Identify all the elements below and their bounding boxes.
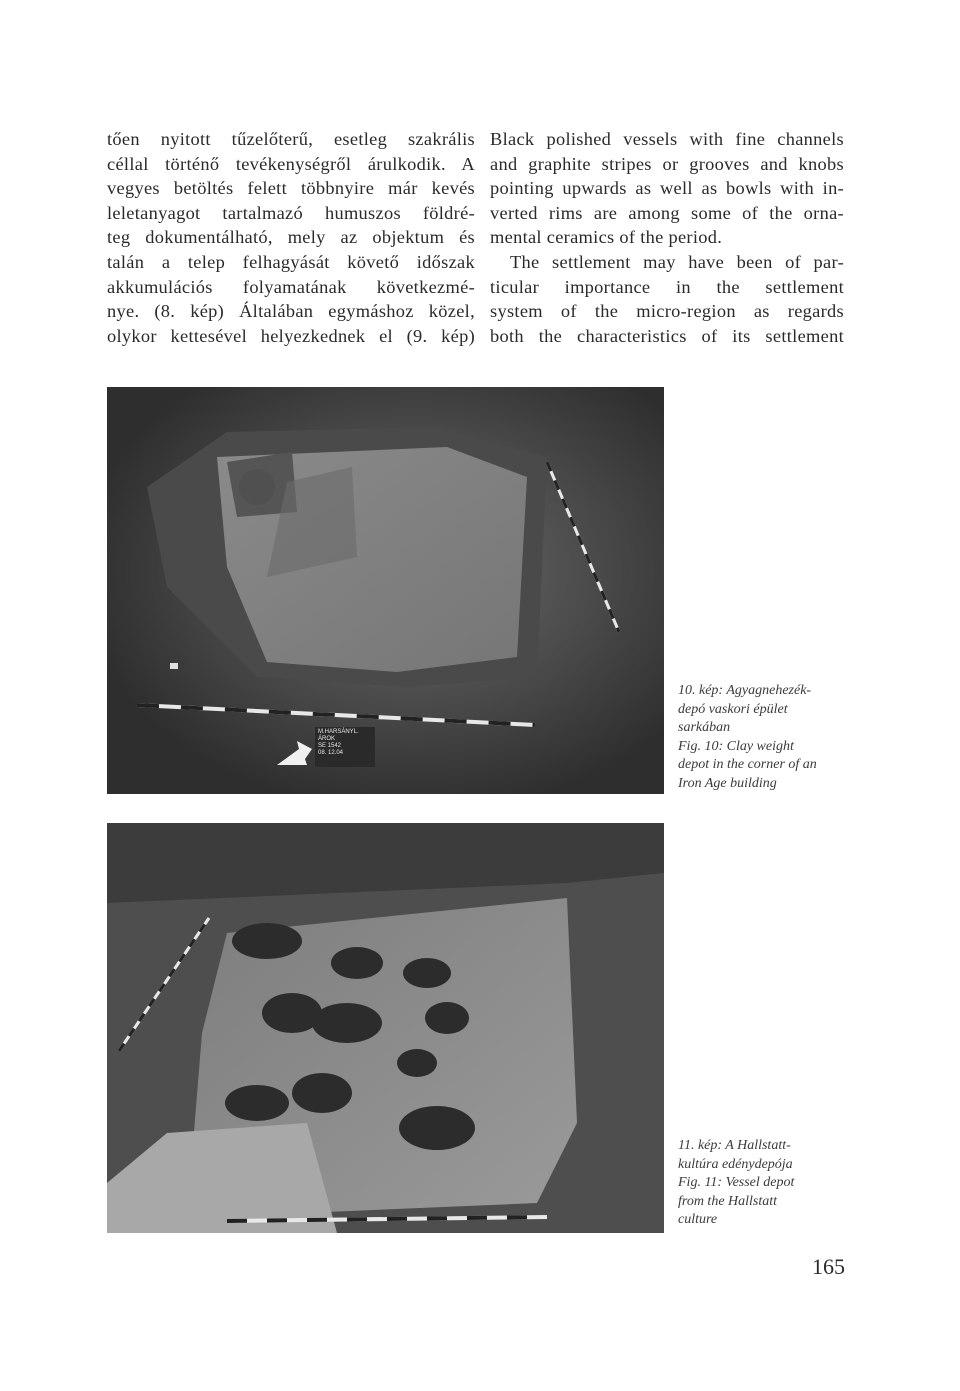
text-line: ticular importance in the settlement bbox=[490, 276, 844, 297]
text-line: and graphite stripes or grooves and knobs bbox=[490, 153, 844, 174]
figure-11-caption bbox=[678, 1137, 828, 1230]
text-line: verted rims are among some of the orna- bbox=[490, 202, 844, 223]
caption-line: Fig. 10: Clay weight bbox=[678, 738, 794, 754]
caption-line: depó vaskori épület bbox=[678, 701, 788, 717]
text-line: Black polished vessels with fine channels bbox=[490, 129, 844, 149]
text-line: olykor kettesével helyezkednek el (9. kép) bbox=[107, 325, 475, 346]
caption-line: depot in the corner of an bbox=[678, 757, 817, 772]
caption-line: 11. kép: A Hallstatt- bbox=[678, 1138, 791, 1153]
photo-label-line: 08. 12.04 bbox=[318, 750, 344, 756]
figure-11-photo bbox=[107, 823, 664, 1233]
text-line: teg dokumentálható, mely az objektum és bbox=[107, 227, 475, 248]
text-line: céllal történő tevékenységről árulkodik. A bbox=[107, 153, 475, 174]
left-text-column bbox=[107, 127, 475, 348]
text-line: leletanyagot tartalmazó humuszos földré- bbox=[107, 202, 475, 223]
text-line: both the characteristics of its settlement bbox=[490, 325, 844, 346]
caption-line: 10. kép: Agyagnehezék- bbox=[678, 683, 812, 698]
text-line: The settlement may have been of par- bbox=[510, 251, 844, 272]
caption-line: culture bbox=[678, 1212, 718, 1227]
caption-line: from the Hallstatt bbox=[678, 1193, 778, 1209]
text-line: tően nyitott tűzelőterű, esetleg szakrális bbox=[107, 129, 475, 149]
caption-line: Iron Age building bbox=[678, 775, 777, 791]
page-number: 165 bbox=[812, 1254, 845, 1279]
text-line: talán a telep felhagyását követő időszak bbox=[107, 251, 475, 272]
caption-line: Fig. 11: Vessel depot bbox=[678, 1175, 795, 1190]
text-line: system of the micro-region as regards bbox=[490, 301, 844, 322]
text-line: pointing upwards as well as bowls with in- bbox=[490, 178, 844, 199]
photo-label-line: SE 1542 bbox=[318, 743, 342, 749]
caption-line: kultúra edénydepója bbox=[678, 1156, 793, 1172]
text-line: akkumulációs folyamatának következmé- bbox=[107, 276, 475, 297]
photo-label-board bbox=[318, 729, 359, 757]
right-text-column bbox=[490, 127, 844, 348]
caption-line: sarkában bbox=[678, 720, 731, 735]
photo-label-line: ÁROK bbox=[318, 736, 336, 742]
text-line: mental ceramics of the period. bbox=[490, 227, 723, 248]
text-line: vegyes betöltés felett többnyire már kevés bbox=[107, 178, 475, 199]
figure-10-caption bbox=[678, 682, 828, 793]
figure-10-photo bbox=[107, 387, 664, 794]
text-line: nye. (8. kép) Általában egymáshoz közel, bbox=[107, 301, 475, 322]
photo-label-line: M.HARSÁNYL. bbox=[318, 729, 359, 735]
